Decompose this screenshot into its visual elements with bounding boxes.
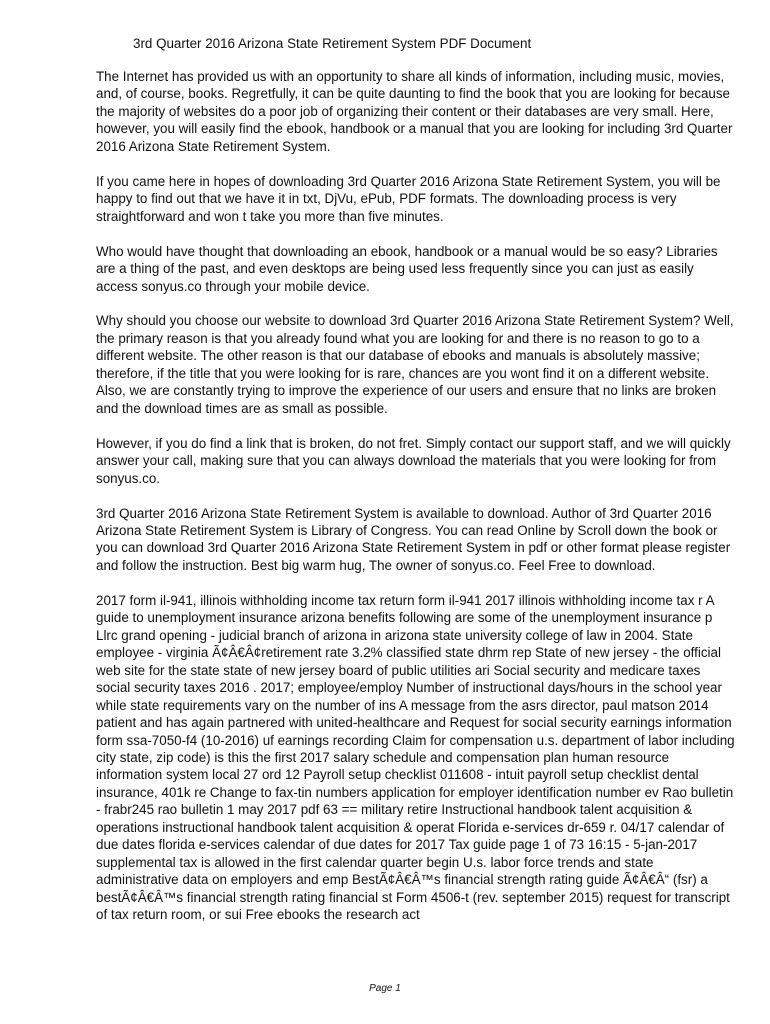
paragraph-availability: 3rd Quarter 2016 Arizona State Retirement System is available to download. Author of 3rd Quarter 2016 Arizona State Retirement System is Library of Congress. You can read Online by Scroll down the book or you can download 3rd Quarter 2016 Arizona State Retirement System in pdf or other format please register and follow the instruction. Best big warm hug, The owner of sonyus.co. Feel Free to download. bbox=[96, 505, 731, 573]
paragraph-mobile-access: Who would have thought that downloading an ebook, handbook or a manual would be so easy? Libraries are a thing of the past, and even desktops are being used less frequently since you can just as easily access sonyus.co through your mobile device. bbox=[96, 243, 718, 294]
paragraph-keywords: 2017 form il-941, illinois withholding income tax return form il-941 2017 illinois withholding income tax r A guide to unemployment insurance arizona benefits following are some of the unemployment insurance p Llrc grand opening - judicial branch of arizona in arizona state university college of law in 2004. State employee - virginia Ã¢Â€Â¢retirement rate 3.2% classified state dhrm rep State of new jersey - the official web site for the state state of new jersey board of public utilities ari Social security and medicare taxes social security taxes 2016 . 2017; employee/employ Number of instructional days/hours in the school year while state requirements vary on the number of ins A message from the asrs director, paul matson 2014 patient and has again partnered with united-healthcare and Request for social security earnings information form ssa-7050-f4 (10-2016) uf earnings recording Claim for compensation u.s. department of labor including city state, zip code) is this the first 2017 salary schedule and compensation plan human resource information system local 27 ord 12 Payroll setup checklist 011608 - intuit payroll setup checklist dental insurance, 401k re Change to fax-tin numbers application for employer identification number ev Rao bulletin - frabr245 rao bulletin 1 may 2017 pdf 63 == military retire Instructional handbook talent acquisition & operations instructional handbook talent acquisition & operat Florida e-services dr-659 r. 04/17 calendar of due dates florida e-services calendar of due dates for 2017 Tax guide page 1 of 73 16:15 - 5-jan-2017 supplemental tax is allowed in the first calendar quarter begin U.s. labor force trends and state administrative data on employers and emp BestÃ¢Â€Â™s financial strength rating guide Ã¢Â€Â“ (fsr) a bestÃ¢Â€Â™s financial strength rating financial st Form 4506-t (rev. september 2015) request for transcript of tax return room, or sui Free ebooks the research act bbox=[96, 592, 735, 923]
page-number-footer: Page 1 bbox=[369, 983, 401, 994]
paragraph-intro: The Internet has provided us with an opportunity to share all kinds of information, including music, movies, and, of course, books. Regretfully, it can be quite daunting to find the book that you are looking for because the majority of websites do a poor job of organizing their content or their databases are very small. Here, however, you will easily find the ebook, handbook or a manual that you are looking for including 3rd Quarter 2016 Arizona State Retirement System. bbox=[96, 69, 733, 154]
document-title: 3rd Quarter 2016 Arizona State Retirement System PDF Document bbox=[133, 36, 532, 51]
paragraph-broken-links: However, if you do find a link that is broken, do not fret. Simply contact our support staff, and we will quickly answer your call, making sure that you can always download the materials that you were looking for from sonyus.co. bbox=[96, 435, 731, 486]
document-body bbox=[96, 68, 736, 941]
paragraph-why-choose: Why should you choose our website to download 3rd Quarter 2016 Arizona State Retirement System? Well, the primary reason is that you already found what you are looking for and there is no reason to go to a different website. The other reason is that our database of ebooks and manuals is absolutely massive; therefore, if the title that you were looking for is rare, chances are you wont find it on a different website. Also, we are constantly trying to improve the experience of our users and ensure that no links are broken and the download times are as small as possible. bbox=[96, 313, 734, 416]
paragraph-download-formats: If you came here in hopes of downloading 3rd Quarter 2016 Arizona State Retirement System, you will be happy to find out that we have it in txt, DjVu, ePub, PDF formats. The downloading process is very straightforward and won t take you more than five minutes. bbox=[96, 173, 721, 224]
